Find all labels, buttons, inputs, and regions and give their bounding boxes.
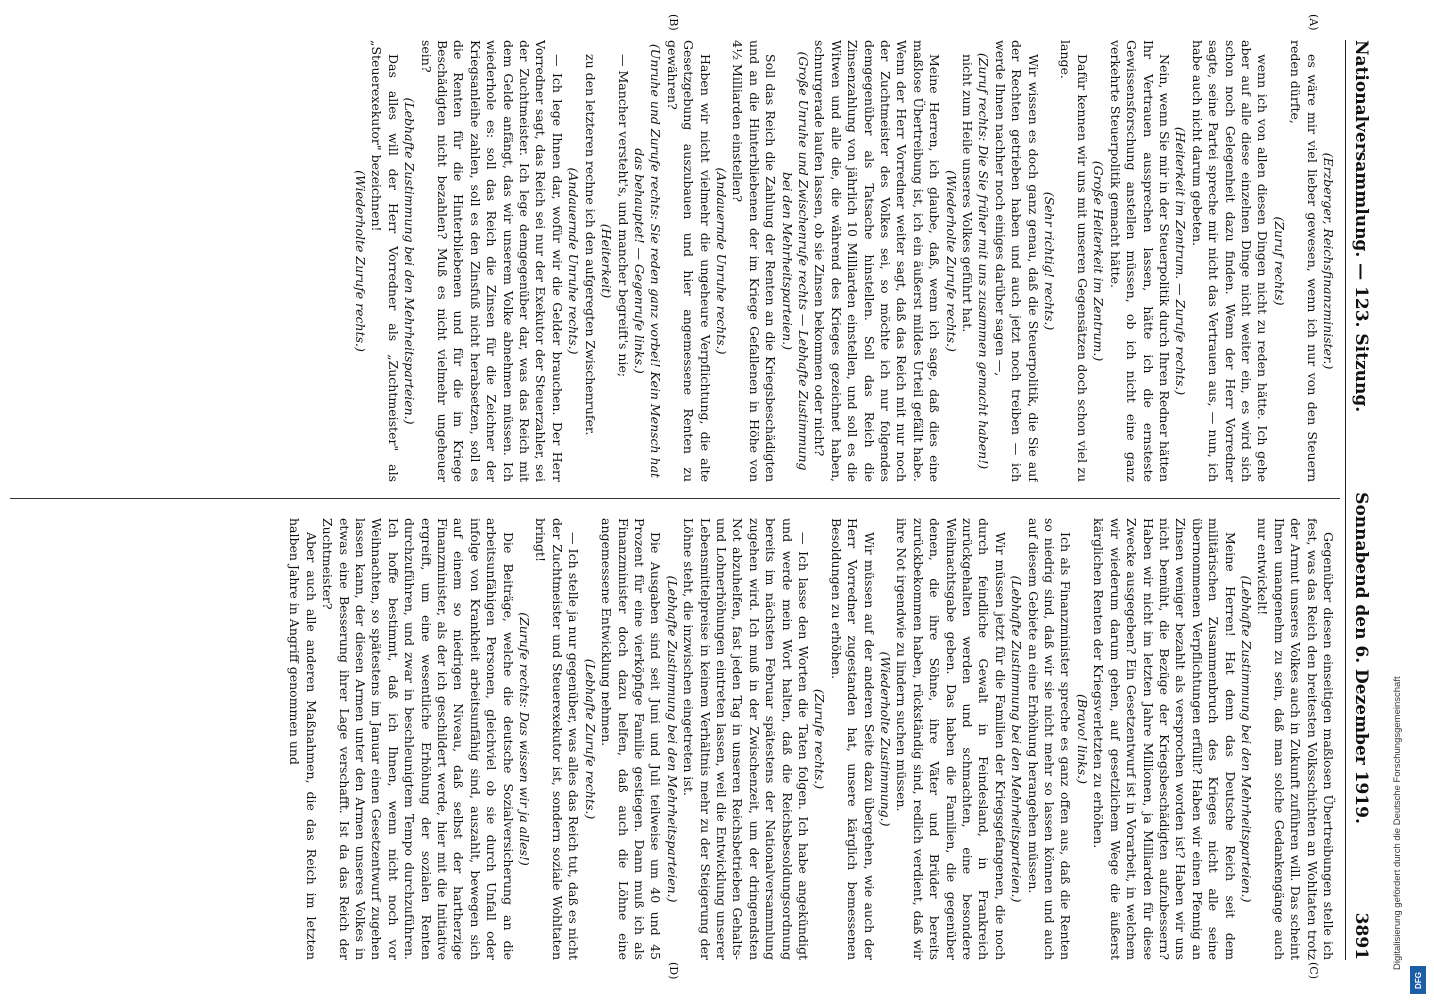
paragraph: (Wiederholte Zustimmung.): [878, 651, 894, 827]
paragraph: Wir müssen jetzt für die Familien der Kriegsgefangenen, die noch durch feindliche Gewalt in Feindesland, in Frankreich zurückgehalten werden und schmachten, eine besondere Weihnachtsgabe geben. Das haben die Familien, die gegenüber denen, die ihre Söhne, ihre Väter und Brüder bereits zurückbekommen haben, rückständig sind, redlich verdient, daß wir ihre Not irgendwie zu lindern suchen müssen.: [894, 518, 1008, 960]
paragraph: nicht zum Heile unseres Volkes geführt hat.: [960, 54, 976, 333]
paragraph: (Erzberger, Reichsfinanzminister.): [1321, 152, 1336, 370]
page-header: [1345, 40, 1376, 960]
paragraph: zu den letzteren rechne ich den aufgeregten Zwischenrufer.: [582, 54, 598, 436]
dfg-logo: [1410, 966, 1426, 994]
column-divider: [10, 498, 1340, 499]
paragraph: (Zurufe rechts.): [812, 688, 828, 790]
paragraph: (Lebhafte Zustimmung bei den Mehrheitsparteien.): [1009, 575, 1025, 903]
paragraph: (Große Heiterkeit im Zentrum.): [1091, 160, 1107, 362]
paragraph: Wir wissen es doch ganz genau, daß die Steuerpolitik, die Sie auf der Rechten getrieben haben und auch jetzt noch treiben — ich werde Ihnen nachher noch einiges darüber sagen —,: [992, 40, 1041, 482]
paragraph: Haben wir nicht vielmehr die ungeheure Verpflichtung, die alte Gesetzgebung auszubauen und hier angemessene Renten zu gewähren?: [664, 40, 713, 482]
paragraph: Die Ausgaben sind seit Juni und Juli teilweise um 40 und 45 Prozent für eine vierköpfige Familie gestiegen. Dann muß ich als Finanzminister doch dazu helfen, daß auch die Löhne eine angemessene Entwicklung nehmen.: [599, 518, 664, 960]
dfg-logo-text: DFG: [1413, 971, 1423, 989]
paragraph: Dafür kennen wir uns mit unseren Gegensätzen doch schon viel zu lange.: [1058, 40, 1090, 482]
paragraph: Wir müssen auf der anderen Seite dazu übergehen, wie auch der Herr Vorredner zugestanden hat, unsere kärglich bemessenen Besoldungen zu erhöhen.: [828, 518, 877, 960]
paragraph: Meine Herren! Hat denn das Deutsche Reich seit dem militärischen Zusammenbruch des Krieges nicht alle seine übernommenen Verpflichtungen erfüllt? Haben wir einen Pfennig an Zinsen weniger bezahlt als versprochen worden ist? Haben wir uns nicht bemüht, die Bezüge der Kriegsbeschädigten aufzubessern? Haben wir nicht im letzten Jahre Millionen, ja Milliarden für diese Zwecke ausgegeben? Ein Gesetzentwurf ist in Vorarbeit, in welchem wir wiederum darum gehen, auf gesetzlichem Wege die äußerst kärglichen Renten der Kriegsverletzten zu erhöhen.: [1091, 518, 1238, 960]
left-text-column: [16, 40, 1336, 482]
paragraph: (Bravo! links.): [1074, 694, 1090, 784]
paragraph: Das alles will der Herr Vorredner als „Zuchtmeister" als „Steuerexekutor" bezeichnen!: [369, 40, 401, 482]
header-date: Sonnabend den 6. Dezember 1919.: [1351, 492, 1371, 824]
margin-marker-c: (C): [1307, 962, 1320, 979]
paragraph: (Lebhafte Zustimmung bei den Mehrheitsparteien.): [1238, 575, 1254, 903]
margin-marker-d: (D): [667, 962, 680, 980]
paragraph: (Zurufe rechts: Das wissen wir ja alles!): [517, 612, 533, 866]
paragraph: (Unruhe und Zurufe rechts: Sie reden ganz vorbei! Kein Mensch hat das behauptet! — Gegenrufe links.): [631, 43, 664, 479]
paragraph: (Zuruf rechts): [1271, 216, 1287, 306]
margin-marker-a: (A): [1307, 14, 1320, 31]
paragraph: (Lebhafte Zurufe rechts.): [582, 658, 598, 820]
paragraph: (Wiederholte Zurufe rechts.): [943, 170, 959, 352]
header-title: Nationalversammlung. — 123. Sitzung.: [1351, 40, 1371, 413]
paragraph: Gegenüber diesen einseitigen maßlosen Übertreibungen stelle ich fest, was das Reich den breitesten Volksschichten an Wohltaten trotz der Armut unseres Volkes auch in Zukunft zuführen will. Das scheint Ihnen unangenehm zu sein, daß man solche Gedankengänge auch nur entwickelt!: [1255, 518, 1336, 960]
paragraph: (Andauernde Unruhe rechts.): [713, 167, 729, 355]
paragraph: (Große Unruhe und Zwischenrufe rechts — Lebhafte Zustimmung bei den Mehrheitsparteien.): [779, 51, 811, 471]
paragraph: Meine Herren, ich glaube, daß, wenn ich sage, daß dies eine maßlose Übertreibung ist, ich ein äußerst mildes Urteil gefällt habe. Wenn der Herr Vorredner weiter sagt, daß das Reich mit nur noch der Zuchtmeister des Volkes sei, so möchte ich nur folgendes demgegenüber als Tatsache hinstellen. Soll das Reich die Zinsenzahlung von jährlich 10 Milliarden einstellen, und soll es die Witwen und alle die, die während des Krieges gezeichnet haben, schnurgerade laufen lassen, ob sie Zinsen bekommen oder nicht?: [812, 40, 943, 482]
paragraph: (Lebhafte Zustimmung bei den Mehrheitsparteien.): [402, 97, 418, 425]
digitization-credit: Digitalisierung gefördert durch die Deutsche Forschungsgemeinschaft: [1392, 676, 1403, 970]
paragraph: es wäre mir viel lieber gewesen, wenn ich nur von den Steuern reden dürfte,: [1288, 40, 1320, 482]
paragraph: (Heiterkeit): [599, 223, 615, 299]
paragraph: Ich als Finanzminister spreche es ganz offen aus, daß die Renten so niedrig sind, daß wir sie nicht mehr so lassen können und auch auf diesem Gebiete an eine Erhöhung herangehen müssen.: [1025, 518, 1074, 960]
paragraph: (Andauernde Unruhe rechts.): [566, 167, 582, 355]
paragraph: — Ich stelle ja nur gegenüber, was alles das Reich tut, daß es nicht der Zuchtmeister und Steuerexekutor ist, sondern soziale Wohltaten bringt!: [533, 518, 582, 960]
paragraph: Nein, wenn Sie mir in der Steuerpolitik durch Ihren Redner hätten Ihr Vertrauen aussprechen lassen, hätte ich die ernsteste Gewissensforschung anstellen müssen, ob ich nicht eine ganz verkehrte Steuerpolitik gemacht hätte.: [1107, 40, 1172, 482]
paragraph: — Ich lege Ihnen dar, wofür wir die Gelder brauchen. Der Herr Vorredner sagt, das Reich sei nur der Exekutor der Steuerzahler, sei der Zuchtmeister. Ich lege demgegenüber dar, was das Reich mit dem Gelde anfängt, das wir unserem Volke abnehmen müssen. Ich wiederhole es: soll das Reich die Zinsen für die Zeichner der Kriegsanleihe zahlen, soll es den Zinsfuß nicht herabsetzen, soll es die Renten für die Hinterbliebenen und für die im Kriege Beschädigten nicht bezahlen? Muß es nicht vielmehr ungeheuer sein?: [418, 40, 565, 482]
paragraph: (Heiterkeit im Zentrum. — Zurufe rechts.): [1173, 126, 1189, 396]
paragraph: (Lebhafte Zustimmung bei den Mehrheitsparteien.): [664, 575, 680, 903]
margin-marker-b: (B): [667, 14, 680, 31]
page-number: 3891: [1351, 912, 1371, 960]
paragraph: — Ich lasse den Worten die Taten folgen. Ich habe angekündigt und werde mein Wort halten, daß die Reichsbesoldungsordnung bereits im nächsten Februar spätestens der Nationalversammlung zugehen wird. Ich muß in der Zwischenzeit, um der dringendsten Not abzuhelfen, fast jeden Tag in unseren Reichsbetrieben Gehalts- und Lohnerhöhungen eintreten lassen, weil die Entwicklung unserer Lebensmittelpreise in keinem Verhältnis mehr zu der Steigerung der Löhne steht, die inzwischen eingetreten ist.: [681, 518, 811, 960]
paragraph: Soll das Reich die Zahlung der Renten an die Kriegsbeschädigten und an die Hinterbliebenen der im Kriege Gefallenen in Höhe von 4½ Milliarden einstellen?: [730, 40, 779, 482]
paragraph: (Zuruf rechts: Die Sie früher mit uns zusammen gemacht haben!): [976, 52, 992, 470]
paragraph: — Mancher versteht's, und mancher begreift's nie;: [615, 54, 631, 378]
paragraph: Aber auch alle anderen Maßnahmen, die das Reich im letzten halben Jahre in Angriff genommen und: [287, 518, 319, 960]
right-text-column: [16, 518, 1336, 960]
paragraph: wenn ich von allen diesen Dingen nicht zu reden hätte. Ich gehe aber auf alle diese einzelnen Dinge nicht weiter ein, es wird sich schon noch Gelegenheit dazu finden. Wenn der Herr Vorredner sagte, seine Partei spreche mir nicht das Vertrauen aus, — nun, ich habe auch nicht darum gebeten.: [1189, 40, 1271, 482]
paragraph: Die Beiträge, welche die deutsche Sozialversicherung an die arbeitsunfähigen Personen, gleichviel ob sie durch Unfall oder infolge von Krankheit arbeitsunfähig sind, auszahlt, bewegen sich auf einem so niedrigen Niveau, daß selbst der hartherzige Finanzminister, als der ich geschildert werde, hier mit die Initiative ergreift, um eine wesentliche Erhöhung der sozialen Renten durchzuführen, und zwar in beschleunigtem Tempo durchzuführen. Ich hoffe bestimmt, daß ich Ihnen, wenn nicht noch vor Weihnachten, so spätestens im Januar einen Gesetzentwurf zugehen lassen kann, der diesen Armen unter den Armen unseres Volkes in etwas eine Besserung ihrer Lage verschafft. Ist da das Reich der Zuchtmeister?: [320, 518, 516, 960]
paragraph: (Sehr richtig! rechts.): [1042, 191, 1058, 331]
paragraph: (Wiederholte Zurufe rechts.): [353, 170, 369, 352]
